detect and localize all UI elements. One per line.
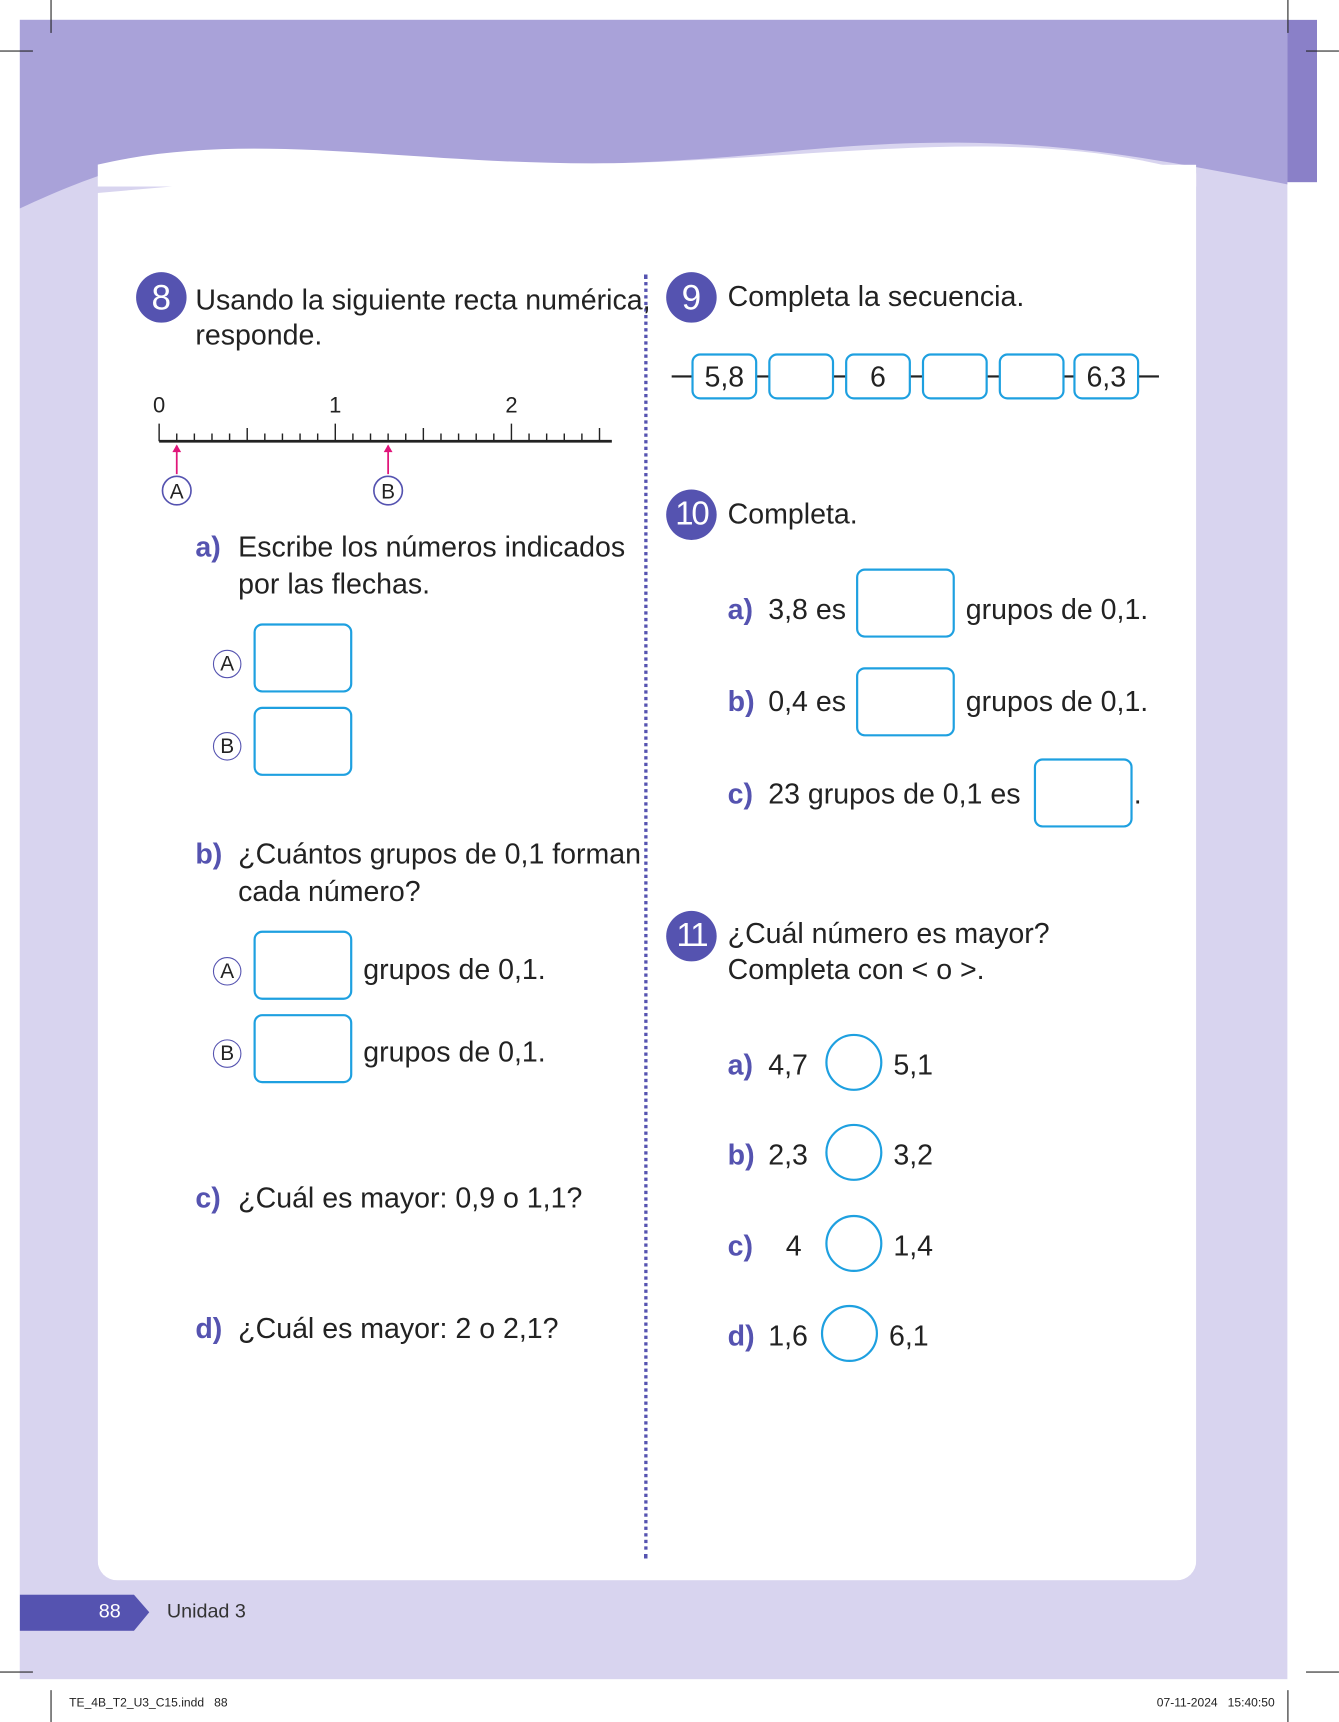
print-date: 07-11-2024 15:40:50: [1156, 1696, 1275, 1710]
right-number: 1,4: [893, 1229, 934, 1263]
item-8a-label: a): [195, 530, 221, 564]
item-8c-text: ¿Cuál es mayor: 0,9 o 1,1?: [238, 1180, 583, 1214]
comparison-circle-input[interactable]: [825, 1215, 882, 1272]
answer-10c-input[interactable]: [1034, 758, 1133, 827]
item-8d-text: ¿Cuál es mayor: 2 o 2,1?: [238, 1311, 559, 1345]
marker-b-label: B: [213, 732, 242, 761]
marker-b-label: B: [213, 1039, 242, 1068]
marker-a-label: A: [213, 650, 242, 679]
exercise-10-number: 10: [666, 489, 716, 539]
item-11-label: a): [727, 1048, 754, 1082]
item-11-label: b): [727, 1138, 755, 1172]
exercise-9-number: 9: [666, 272, 716, 322]
exercise-8-number: 8: [136, 272, 186, 322]
exercise-11-title-cont: Completa con < o >.: [727, 952, 985, 986]
marker-label: A: [169, 480, 184, 504]
item-11-label: c): [727, 1229, 754, 1263]
tick-label: 1: [329, 392, 342, 418]
left-number: 2,3: [768, 1138, 808, 1172]
right-number: 6,1: [888, 1319, 929, 1353]
number-line: [132, 384, 637, 516]
comparison-circle-input[interactable]: [825, 1034, 882, 1091]
item-8b-text: ¿Cuántos grupos de 0,1 forman: [238, 837, 642, 871]
exercise-11-title: ¿Cuál número es mayor?: [727, 916, 1050, 950]
sequence-value: 5,8: [691, 353, 757, 399]
item-8a-text: Escribe los números indicados: [238, 530, 626, 564]
exercise-10-title: Completa.: [727, 497, 858, 531]
right-number: 5,1: [893, 1048, 934, 1082]
item-8c-label: c): [195, 1180, 221, 1214]
comparison-circle-input[interactable]: [825, 1124, 882, 1181]
answer-8b-B-input[interactable]: [254, 1014, 353, 1083]
sequence-blank-input[interactable]: [999, 353, 1065, 399]
page-number: 88: [98, 1600, 121, 1623]
item-10a-text: 3,8 es: [768, 592, 846, 626]
sequence-value: 6: [845, 353, 911, 399]
comparison-circle-input[interactable]: [821, 1305, 878, 1362]
sequence-blank-input[interactable]: [922, 353, 988, 399]
item-11-label: d): [727, 1319, 755, 1353]
item-8d-label: d): [195, 1311, 223, 1345]
answer-10a-input[interactable]: [856, 569, 955, 638]
exercise-8-title-cont: responde.: [195, 318, 323, 352]
item-8a-text-cont: por las flechas.: [238, 567, 431, 601]
item-10a-label: a): [727, 592, 754, 626]
marker-arrowhead: [384, 444, 393, 452]
unit-label: Unidad 3: [166, 1600, 246, 1623]
answer-8a-A-input[interactable]: [254, 623, 353, 692]
sequence-value: 6,3: [1073, 353, 1139, 399]
marker-a-label: A: [213, 957, 242, 986]
left-number: 4,7: [768, 1048, 808, 1082]
column-divider: [644, 274, 647, 1558]
page-number-tab: [20, 1595, 152, 1631]
exercise-8-title: Usando la siguiente recta numérica,: [195, 283, 651, 317]
groups-suffix: grupos de 0,1.: [363, 952, 546, 986]
item-10b-suffix: grupos de 0,1.: [965, 684, 1149, 718]
card-top-curve: [98, 121, 1197, 187]
left-number: 1,6: [768, 1319, 808, 1353]
exercise-9-title: Completa la secuencia.: [727, 279, 1025, 313]
item-8b-text-cont: cada número?: [238, 874, 421, 908]
answer-8a-B-input[interactable]: [254, 707, 353, 776]
answer-8b-A-input[interactable]: [254, 931, 353, 1000]
left-number: 4: [785, 1229, 802, 1263]
tick-label: 0: [153, 392, 166, 418]
marker-arrowhead: [172, 444, 181, 452]
item-8b-label: b): [195, 837, 223, 871]
answer-10b-input[interactable]: [856, 667, 955, 736]
sequence-blank-input[interactable]: [768, 353, 834, 399]
item-10c-text: 23 grupos de 0,1 es: [768, 777, 1021, 810]
right-number: 3,2: [893, 1138, 934, 1172]
item-10b-text: 0,4 es: [768, 684, 846, 718]
exercise-11-number: 11: [666, 911, 716, 961]
marker-label: B: [381, 480, 396, 504]
item-10c-label: c): [727, 777, 754, 810]
item-10c-suffix: .: [1133, 777, 1142, 810]
file-slug: TE_4B_T2_U3_C15.indd 88: [69, 1696, 228, 1710]
item-10a-suffix: grupos de 0,1.: [965, 592, 1149, 626]
tick-label: 2: [505, 392, 518, 418]
item-10b-label: b): [727, 684, 755, 718]
groups-suffix: grupos de 0,1.: [363, 1034, 546, 1068]
